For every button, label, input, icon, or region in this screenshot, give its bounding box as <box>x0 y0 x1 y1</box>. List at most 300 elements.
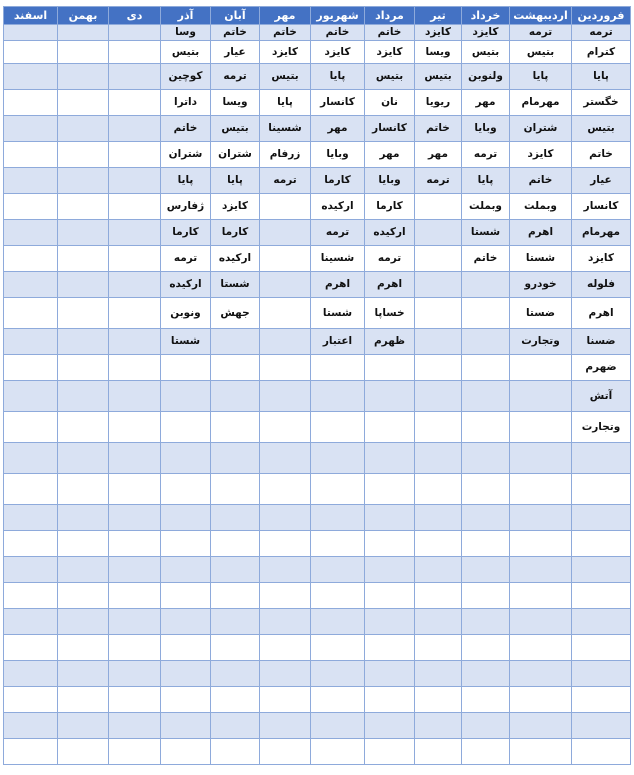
table-cell[interactable] <box>211 713 260 739</box>
table-cell[interactable] <box>161 41 211 64</box>
table-cell[interactable] <box>4 505 58 531</box>
table-cell[interactable] <box>109 531 161 557</box>
table-cell[interactable] <box>510 635 572 661</box>
table-cell[interactable] <box>462 713 510 739</box>
table-cell[interactable] <box>4 609 58 635</box>
table-cell[interactable] <box>4 443 58 474</box>
table-cell[interactable] <box>58 41 109 64</box>
table-cell[interactable] <box>415 381 462 412</box>
table-cell[interactable] <box>311 168 365 194</box>
table-cell[interactable] <box>510 412 572 443</box>
table-cell[interactable] <box>415 272 462 298</box>
table-cell[interactable] <box>109 272 161 298</box>
table-cell[interactable] <box>58 687 109 713</box>
table-cell[interactable] <box>161 64 211 90</box>
table-cell[interactable] <box>365 583 415 609</box>
table-cell[interactable] <box>365 412 415 443</box>
table-cell[interactable] <box>311 329 365 355</box>
table-cell[interactable] <box>260 355 311 381</box>
table-cell[interactable] <box>260 116 311 142</box>
table-cell[interactable] <box>58 381 109 412</box>
table-cell[interactable] <box>109 64 161 90</box>
table-cell[interactable] <box>58 116 109 142</box>
table-cell[interactable] <box>510 142 572 168</box>
table-cell[interactable] <box>572 474 631 505</box>
table-cell[interactable] <box>161 142 211 168</box>
table-cell[interactable] <box>161 583 211 609</box>
table-cell[interactable] <box>260 381 311 412</box>
table-cell[interactable] <box>462 505 510 531</box>
table-cell[interactable] <box>161 329 211 355</box>
table-cell[interactable] <box>415 557 462 583</box>
table-cell[interactable] <box>211 687 260 713</box>
table-cell[interactable] <box>415 443 462 474</box>
table-cell[interactable] <box>365 661 415 687</box>
table-cell[interactable] <box>109 298 161 329</box>
table-cell[interactable] <box>58 412 109 443</box>
table-cell[interactable] <box>211 90 260 116</box>
table-cell[interactable] <box>510 272 572 298</box>
table-cell[interactable] <box>365 381 415 412</box>
table-cell[interactable] <box>311 194 365 220</box>
table-cell[interactable] <box>365 298 415 329</box>
table-cell[interactable] <box>161 557 211 583</box>
table-cell[interactable] <box>260 635 311 661</box>
table-cell[interactable] <box>161 168 211 194</box>
table-cell[interactable] <box>109 687 161 713</box>
table-cell[interactable] <box>365 609 415 635</box>
table-cell[interactable] <box>58 635 109 661</box>
table-cell[interactable] <box>510 329 572 355</box>
table-cell[interactable] <box>415 505 462 531</box>
table-cell[interactable] <box>462 25 510 41</box>
table-cell[interactable] <box>572 142 631 168</box>
table-cell[interactable] <box>58 739 109 765</box>
table-cell[interactable] <box>109 609 161 635</box>
table-cell[interactable] <box>161 713 211 739</box>
table-cell[interactable] <box>311 220 365 246</box>
table-cell[interactable] <box>462 687 510 713</box>
table-cell[interactable] <box>415 739 462 765</box>
table-cell[interactable] <box>109 220 161 246</box>
table-cell[interactable] <box>211 661 260 687</box>
table-cell[interactable] <box>260 329 311 355</box>
table-cell[interactable] <box>161 246 211 272</box>
table-cell[interactable] <box>365 220 415 246</box>
table-cell[interactable] <box>462 739 510 765</box>
table-cell[interactable] <box>260 687 311 713</box>
table-cell[interactable] <box>415 194 462 220</box>
table-cell[interactable] <box>510 41 572 64</box>
table-cell[interactable] <box>109 246 161 272</box>
table-cell[interactable] <box>58 329 109 355</box>
table-cell[interactable] <box>415 64 462 90</box>
table-cell[interactable] <box>510 443 572 474</box>
table-cell[interactable] <box>415 246 462 272</box>
table-cell[interactable] <box>211 246 260 272</box>
table-cell[interactable] <box>211 557 260 583</box>
table-cell[interactable] <box>109 168 161 194</box>
table-cell[interactable] <box>365 687 415 713</box>
table-cell[interactable] <box>109 116 161 142</box>
table-cell[interactable] <box>4 583 58 609</box>
table-cell[interactable] <box>211 531 260 557</box>
table-cell[interactable] <box>510 90 572 116</box>
table-cell[interactable] <box>109 583 161 609</box>
table-cell[interactable] <box>4 661 58 687</box>
table-cell[interactable] <box>572 90 631 116</box>
table-cell[interactable] <box>311 557 365 583</box>
table-cell[interactable] <box>260 64 311 90</box>
table-cell[interactable] <box>4 25 58 41</box>
table-cell[interactable] <box>311 713 365 739</box>
table-cell[interactable] <box>415 635 462 661</box>
table-cell[interactable] <box>109 41 161 64</box>
table-cell[interactable] <box>415 355 462 381</box>
table-cell[interactable] <box>4 116 58 142</box>
table-cell[interactable] <box>58 272 109 298</box>
table-cell[interactable] <box>462 246 510 272</box>
table-cell[interactable] <box>109 713 161 739</box>
table-cell[interactable] <box>572 220 631 246</box>
table-cell[interactable] <box>510 583 572 609</box>
table-cell[interactable] <box>415 412 462 443</box>
table-cell[interactable] <box>260 41 311 64</box>
table-cell[interactable] <box>572 272 631 298</box>
table-cell[interactable] <box>462 220 510 246</box>
table-cell[interactable] <box>572 583 631 609</box>
table-cell[interactable] <box>260 168 311 194</box>
table-cell[interactable] <box>510 220 572 246</box>
table-cell[interactable] <box>510 687 572 713</box>
table-cell[interactable] <box>260 272 311 298</box>
table-cell[interactable] <box>510 713 572 739</box>
table-cell[interactable] <box>365 443 415 474</box>
table-cell[interactable] <box>58 474 109 505</box>
table-cell[interactable] <box>58 168 109 194</box>
table-cell[interactable] <box>510 557 572 583</box>
table-cell[interactable] <box>260 412 311 443</box>
table-cell[interactable] <box>510 381 572 412</box>
table-cell[interactable] <box>161 298 211 329</box>
table-cell[interactable] <box>161 474 211 505</box>
table-cell[interactable] <box>365 25 415 41</box>
table-cell[interactable] <box>462 531 510 557</box>
table-cell[interactable] <box>365 531 415 557</box>
table-cell[interactable] <box>510 355 572 381</box>
table-cell[interactable] <box>211 298 260 329</box>
table-cell[interactable] <box>365 713 415 739</box>
table-cell[interactable] <box>462 355 510 381</box>
table-cell[interactable] <box>415 168 462 194</box>
table-cell[interactable] <box>4 474 58 505</box>
table-cell[interactable] <box>260 246 311 272</box>
table-cell[interactable] <box>58 220 109 246</box>
table-cell[interactable] <box>572 443 631 474</box>
table-cell[interactable] <box>311 246 365 272</box>
table-cell[interactable] <box>510 609 572 635</box>
table-cell[interactable] <box>58 661 109 687</box>
table-cell[interactable] <box>572 635 631 661</box>
table-cell[interactable] <box>311 661 365 687</box>
table-cell[interactable] <box>260 474 311 505</box>
table-cell[interactable] <box>161 220 211 246</box>
table-cell[interactable] <box>462 474 510 505</box>
table-cell[interactable] <box>510 531 572 557</box>
table-cell[interactable] <box>211 168 260 194</box>
table-cell[interactable] <box>510 505 572 531</box>
table-cell[interactable] <box>462 64 510 90</box>
table-cell[interactable] <box>211 381 260 412</box>
table-cell[interactable] <box>4 531 58 557</box>
table-cell[interactable] <box>211 474 260 505</box>
table-cell[interactable] <box>311 64 365 90</box>
table-cell[interactable] <box>311 505 365 531</box>
table-cell[interactable] <box>462 298 510 329</box>
table-cell[interactable] <box>4 635 58 661</box>
table-cell[interactable] <box>4 739 58 765</box>
table-cell[interactable] <box>311 381 365 412</box>
table-cell[interactable] <box>58 557 109 583</box>
table-cell[interactable] <box>572 41 631 64</box>
table-cell[interactable] <box>4 298 58 329</box>
table-cell[interactable] <box>572 505 631 531</box>
table-cell[interactable] <box>161 194 211 220</box>
table-cell[interactable] <box>572 687 631 713</box>
table-cell[interactable] <box>260 194 311 220</box>
table-cell[interactable] <box>415 713 462 739</box>
table-cell[interactable] <box>415 474 462 505</box>
table-cell[interactable] <box>572 531 631 557</box>
table-cell[interactable] <box>58 355 109 381</box>
table-cell[interactable] <box>211 355 260 381</box>
table-cell[interactable] <box>415 220 462 246</box>
table-cell[interactable] <box>510 25 572 41</box>
table-cell[interactable] <box>462 583 510 609</box>
table-cell[interactable] <box>510 246 572 272</box>
table-cell[interactable] <box>58 64 109 90</box>
table-cell[interactable] <box>415 661 462 687</box>
table-cell[interactable] <box>211 41 260 64</box>
table-cell[interactable] <box>161 635 211 661</box>
table-cell[interactable] <box>510 298 572 329</box>
table-cell[interactable] <box>365 116 415 142</box>
table-cell[interactable] <box>572 194 631 220</box>
table-cell[interactable] <box>211 609 260 635</box>
table-cell[interactable] <box>58 246 109 272</box>
table-cell[interactable] <box>365 168 415 194</box>
table-cell[interactable] <box>260 661 311 687</box>
table-cell[interactable] <box>260 557 311 583</box>
table-cell[interactable] <box>462 412 510 443</box>
table-cell[interactable] <box>572 412 631 443</box>
table-cell[interactable] <box>462 168 510 194</box>
table-cell[interactable] <box>415 609 462 635</box>
table-cell[interactable] <box>311 142 365 168</box>
table-cell[interactable] <box>161 412 211 443</box>
table-cell[interactable] <box>572 168 631 194</box>
table-cell[interactable] <box>572 739 631 765</box>
table-cell[interactable] <box>109 90 161 116</box>
table-cell[interactable] <box>572 298 631 329</box>
table-cell[interactable] <box>365 329 415 355</box>
table-cell[interactable] <box>211 505 260 531</box>
table-cell[interactable] <box>311 90 365 116</box>
table-cell[interactable] <box>462 272 510 298</box>
table-cell[interactable] <box>572 609 631 635</box>
table-cell[interactable] <box>572 557 631 583</box>
table-cell[interactable] <box>4 687 58 713</box>
table-cell[interactable] <box>161 609 211 635</box>
table-cell[interactable] <box>311 443 365 474</box>
table-cell[interactable] <box>211 583 260 609</box>
table-cell[interactable] <box>4 64 58 90</box>
table-cell[interactable] <box>109 505 161 531</box>
table-cell[interactable] <box>311 25 365 41</box>
table-cell[interactable] <box>4 412 58 443</box>
table-cell[interactable] <box>161 116 211 142</box>
table-cell[interactable] <box>572 116 631 142</box>
table-cell[interactable] <box>462 41 510 64</box>
table-cell[interactable] <box>161 443 211 474</box>
table-cell[interactable] <box>462 443 510 474</box>
table-cell[interactable] <box>109 25 161 41</box>
table-cell[interactable] <box>58 713 109 739</box>
table-cell[interactable] <box>4 272 58 298</box>
table-cell[interactable] <box>572 381 631 412</box>
table-cell[interactable] <box>161 272 211 298</box>
table-cell[interactable] <box>4 220 58 246</box>
table-cell[interactable] <box>4 41 58 64</box>
table-cell[interactable] <box>211 194 260 220</box>
table-cell[interactable] <box>211 25 260 41</box>
table-cell[interactable] <box>211 272 260 298</box>
table-cell[interactable] <box>161 381 211 412</box>
table-cell[interactable] <box>109 635 161 661</box>
table-cell[interactable] <box>415 329 462 355</box>
table-cell[interactable] <box>572 25 631 41</box>
table-cell[interactable] <box>109 355 161 381</box>
table-cell[interactable] <box>109 739 161 765</box>
table-cell[interactable] <box>510 116 572 142</box>
table-cell[interactable] <box>109 412 161 443</box>
table-cell[interactable] <box>58 194 109 220</box>
table-cell[interactable] <box>58 505 109 531</box>
table-cell[interactable] <box>415 298 462 329</box>
table-cell[interactable] <box>4 713 58 739</box>
table-cell[interactable] <box>211 116 260 142</box>
table-cell[interactable] <box>365 557 415 583</box>
table-cell[interactable] <box>161 687 211 713</box>
table-cell[interactable] <box>311 635 365 661</box>
table-cell[interactable] <box>260 443 311 474</box>
table-cell[interactable] <box>572 355 631 381</box>
table-cell[interactable] <box>311 116 365 142</box>
table-cell[interactable] <box>572 713 631 739</box>
table-cell[interactable] <box>311 298 365 329</box>
table-cell[interactable] <box>462 142 510 168</box>
table-cell[interactable] <box>161 90 211 116</box>
table-cell[interactable] <box>510 661 572 687</box>
table-cell[interactable] <box>109 661 161 687</box>
table-cell[interactable] <box>365 355 415 381</box>
table-cell[interactable] <box>260 90 311 116</box>
table-cell[interactable] <box>58 531 109 557</box>
table-cell[interactable] <box>109 474 161 505</box>
table-cell[interactable] <box>161 661 211 687</box>
table-cell[interactable] <box>211 412 260 443</box>
table-cell[interactable] <box>109 194 161 220</box>
table-cell[interactable] <box>311 739 365 765</box>
table-cell[interactable] <box>58 583 109 609</box>
table-cell[interactable] <box>510 168 572 194</box>
table-cell[interactable] <box>211 739 260 765</box>
table-cell[interactable] <box>365 246 415 272</box>
table-cell[interactable] <box>462 116 510 142</box>
table-cell[interactable] <box>415 41 462 64</box>
table-cell[interactable] <box>510 474 572 505</box>
table-cell[interactable] <box>415 116 462 142</box>
table-cell[interactable] <box>311 531 365 557</box>
table-cell[interactable] <box>365 64 415 90</box>
table-cell[interactable] <box>109 329 161 355</box>
table-cell[interactable] <box>58 298 109 329</box>
table-cell[interactable] <box>311 41 365 64</box>
table-cell[interactable] <box>311 355 365 381</box>
table-cell[interactable] <box>462 635 510 661</box>
table-cell[interactable] <box>260 25 311 41</box>
table-cell[interactable] <box>4 90 58 116</box>
table-cell[interactable] <box>58 609 109 635</box>
table-cell[interactable] <box>462 609 510 635</box>
table-cell[interactable] <box>415 531 462 557</box>
table-cell[interactable] <box>415 142 462 168</box>
table-cell[interactable] <box>510 739 572 765</box>
table-cell[interactable] <box>462 90 510 116</box>
table-cell[interactable] <box>211 220 260 246</box>
table-cell[interactable] <box>260 298 311 329</box>
table-cell[interactable] <box>260 142 311 168</box>
table-cell[interactable] <box>4 194 58 220</box>
table-cell[interactable] <box>415 583 462 609</box>
table-cell[interactable] <box>161 505 211 531</box>
table-cell[interactable] <box>161 739 211 765</box>
table-cell[interactable] <box>572 661 631 687</box>
table-cell[interactable] <box>311 609 365 635</box>
table-cell[interactable] <box>260 739 311 765</box>
table-cell[interactable] <box>572 64 631 90</box>
table-cell[interactable] <box>365 41 415 64</box>
table-cell[interactable] <box>462 194 510 220</box>
table-cell[interactable] <box>462 381 510 412</box>
table-cell[interactable] <box>260 583 311 609</box>
table-cell[interactable] <box>365 90 415 116</box>
table-cell[interactable] <box>4 381 58 412</box>
table-cell[interactable] <box>365 505 415 531</box>
table-cell[interactable] <box>211 443 260 474</box>
table-cell[interactable] <box>109 443 161 474</box>
table-cell[interactable] <box>161 531 211 557</box>
table-cell[interactable] <box>4 168 58 194</box>
table-cell[interactable] <box>510 64 572 90</box>
table-cell[interactable] <box>211 635 260 661</box>
table-cell[interactable] <box>311 412 365 443</box>
table-cell[interactable] <box>260 505 311 531</box>
table-cell[interactable] <box>109 142 161 168</box>
table-cell[interactable] <box>572 246 631 272</box>
table-cell[interactable] <box>109 381 161 412</box>
table-cell[interactable] <box>58 443 109 474</box>
